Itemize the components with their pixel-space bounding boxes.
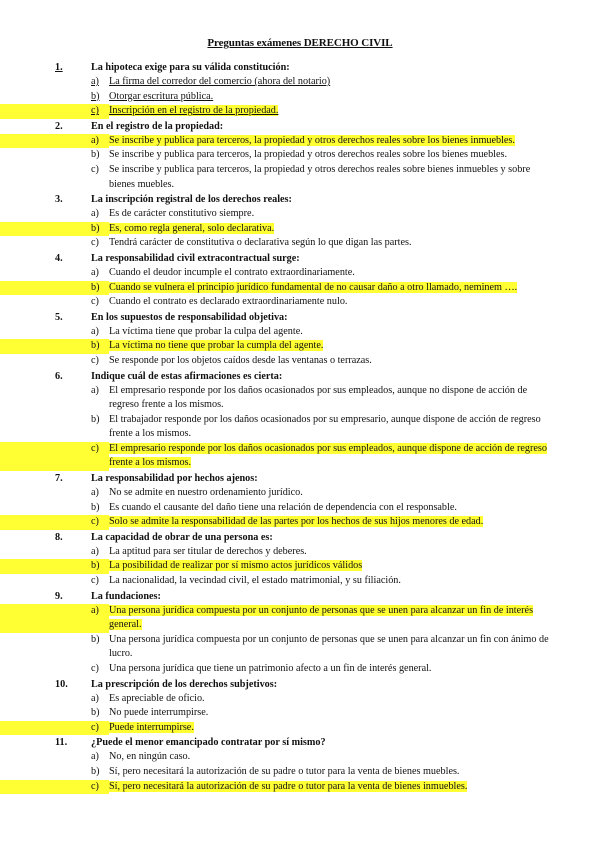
option-letter: a) — [91, 692, 99, 704]
option-text: Se inscribe y publica para terceros, la propiedad y otros derechos reales sobre los bienes muebles. — [109, 149, 508, 161]
answer-option — [0, 545, 600, 560]
option-text: Tendrá carácter de constitutiva o declarativa según lo que digan las partes. — [109, 237, 412, 249]
question-text: La inscripción registral de los derechos reales: — [91, 194, 292, 206]
answer-option — [0, 266, 600, 281]
question-6 — [0, 369, 600, 472]
question-number: 2. — [55, 120, 63, 132]
option-text: La firma del corredor del comercio (ahora del notario) — [109, 76, 331, 87]
option-text: Es apreciable de oficio. — [109, 692, 205, 704]
question-11 — [0, 735, 600, 794]
option-letter: a) — [91, 325, 99, 337]
option-letter: b) — [0, 559, 109, 574]
question-number: 10. — [55, 678, 68, 690]
question-heading — [0, 369, 600, 384]
answer-option — [0, 604, 600, 633]
option-letter: b) — [91, 90, 100, 102]
option-letter: c) — [0, 442, 109, 471]
answer-option — [0, 413, 600, 442]
question-number: 7. — [55, 473, 63, 485]
question-5 — [0, 310, 600, 369]
answer-option — [0, 486, 600, 501]
answer-option — [0, 501, 600, 516]
option-text: No se admite en nuestro ordenamiento jurídico. — [109, 487, 303, 499]
option-letter: c) — [91, 163, 99, 175]
option-letter: a) — [0, 134, 109, 149]
answer-option — [0, 207, 600, 222]
answer-option — [0, 75, 600, 90]
question-text: En el registro de la propiedad: — [91, 120, 224, 132]
option-text: El empresario responde por los daños ocasionados por sus empleados, aunque dispone de acción de regreso frente a los mismos. — [109, 442, 547, 469]
answer-option — [0, 633, 600, 662]
question-text: ¿Puede el menor emancipado contratar por sí mismo? — [91, 737, 326, 749]
option-letter: c) — [0, 721, 109, 736]
option-letter: c) — [91, 663, 99, 674]
option-letter: b) — [0, 222, 109, 237]
option-text: Cuando el deudor incumple el contrato extraordinariamente. — [109, 266, 355, 278]
question-heading — [0, 530, 600, 545]
answer-option — [0, 515, 600, 530]
question-text: La responsabilidad civil extracontractual surge: — [91, 252, 300, 264]
option-text: No, en ningún caso. — [109, 751, 191, 763]
option-letter: c) — [0, 780, 109, 795]
option-letter: a) — [91, 384, 99, 396]
answer-option — [0, 442, 600, 471]
question-heading — [0, 310, 600, 325]
question-text: La capacidad de obrar de una persona es: — [91, 531, 273, 543]
answer-option — [0, 706, 600, 721]
answer-option — [0, 90, 600, 105]
answer-option — [0, 692, 600, 707]
option-letter: a) — [0, 604, 109, 633]
question-number: 6. — [55, 370, 63, 382]
option-text: Otorgar escritura pública. — [109, 90, 214, 102]
answer-option — [0, 662, 600, 677]
question-number: 11. — [55, 737, 68, 749]
option-text: Cuando se vulnera el principio jurídico fundamental de no causar daño a otro llamado, neminem …. — [109, 281, 518, 293]
answer-option — [0, 339, 600, 354]
option-text: La aptitud para ser titular de derechos y deberes. — [109, 545, 307, 557]
option-letter: b) — [0, 281, 109, 296]
question-10 — [0, 677, 600, 736]
option-text: Cuando el contrato es declarado extraordinariamente nulo. — [109, 296, 348, 308]
answer-option — [0, 721, 600, 736]
option-letter: b) — [91, 149, 100, 161]
question-heading — [0, 192, 600, 207]
option-text: No puede interrumpirse. — [109, 707, 209, 719]
option-letter: a) — [91, 76, 99, 87]
page-title: Preguntas exámenes DERECHO CIVIL — [207, 37, 393, 49]
question-text: La hipoteca exige para su válida constitución: — [91, 62, 290, 73]
question-text: La prescripción de los derechos subjetivos: — [91, 678, 278, 690]
question-heading — [0, 677, 600, 692]
option-text: El trabajador responde por los daños ocasionados por su empresario, aunque dispone de acción de regreso frente a los mismos. — [109, 413, 541, 440]
question-8 — [0, 530, 600, 589]
option-text: Se inscribe y publica para terceros, la propiedad y otros derechos reales sobre bienes inmuebles y sobre bienes muebles. — [109, 163, 531, 190]
answer-option — [0, 281, 600, 296]
option-text: Es cuando el causante del daño tiene una relación de dependencia con el responsable. — [109, 501, 457, 513]
answer-option — [0, 104, 600, 119]
question-heading — [0, 471, 600, 486]
option-text: Sí, pero necesitará la autorización de su padre o tutor para la venta de bienes inmuebles. — [109, 780, 468, 792]
answer-option — [0, 574, 600, 589]
answer-option — [0, 750, 600, 765]
question-1 — [0, 60, 600, 119]
option-letter: a) — [91, 545, 99, 557]
option-letter: c) — [0, 515, 109, 530]
option-text: Es, como regla general, solo declarativa. — [109, 222, 275, 234]
answer-option — [0, 325, 600, 340]
question-number: 1. — [55, 62, 63, 73]
question-text: Indique cuál de estas afirmaciones es cierta: — [91, 370, 283, 382]
question-7 — [0, 471, 600, 530]
question-heading — [0, 60, 600, 75]
answer-option — [0, 384, 600, 413]
option-text: La nacionalidad, la vecindad civil, el estado matrimonial, y su filiación. — [109, 575, 401, 587]
question-number: 9. — [55, 590, 63, 602]
option-letter: a) — [91, 487, 99, 499]
question-2 — [0, 119, 600, 192]
question-number: 4. — [55, 252, 63, 264]
answer-option — [0, 163, 600, 192]
answer-option — [0, 354, 600, 369]
option-letter: c) — [91, 575, 99, 587]
question-number: 3. — [55, 194, 63, 206]
option-letter: b) — [91, 633, 100, 645]
question-list — [0, 60, 600, 794]
option-text: El empresario responde por los daños ocasionados por sus empleados, aunque no dispone de acción de regreso frente a los mismos. — [109, 384, 528, 411]
question-text: La fundaciones: — [91, 590, 161, 602]
question-9 — [0, 589, 600, 677]
question-number: 8. — [55, 531, 63, 543]
question-heading — [0, 735, 600, 750]
option-text: La víctima no tiene que probar la cumpla del agente. — [109, 340, 324, 352]
answer-option — [0, 295, 600, 310]
option-letter: b) — [91, 765, 100, 777]
question-text: La responsabilidad por hechos ajenos: — [91, 473, 258, 485]
answer-option — [0, 148, 600, 163]
option-text: La posibilidad de realizar por sí mismo actos jurídicos válidos — [109, 560, 363, 572]
answer-option — [0, 236, 600, 251]
option-letter: b) — [91, 413, 100, 425]
option-letter: a) — [91, 751, 99, 763]
answer-option — [0, 559, 600, 574]
question-heading — [0, 119, 600, 134]
option-text: Se responde por los objetos caídos desde las ventanas o terrazas. — [109, 354, 372, 366]
question-text: En los supuestos de responsabilidad objetiva: — [91, 311, 288, 323]
option-text: Solo se admite la responsabilidad de las partes por los hechos de sus hijos menores de edad. — [109, 516, 484, 528]
question-heading — [0, 251, 600, 266]
question-number: 5. — [55, 311, 63, 323]
option-text: Es de carácter constitutivo siempre. — [109, 208, 255, 220]
option-text: Una persona jurídica que tiene un patrimonio afecto a un fin de interés general. — [109, 663, 432, 674]
option-text: La víctima tiene que probar la culpa del agente. — [109, 325, 303, 337]
answer-option — [0, 780, 600, 795]
option-text: Una persona jurídica compuesta por un conjunto de personas que se unen para alcanzar un fin de interés general. — [109, 604, 534, 631]
option-text: Puede interrumpirse. — [109, 721, 194, 733]
option-letter: b) — [0, 339, 109, 354]
option-letter: a) — [91, 266, 99, 278]
option-letter: b) — [91, 501, 100, 513]
answer-option — [0, 134, 600, 149]
option-letter: c) — [0, 104, 109, 119]
answer-option — [0, 222, 600, 237]
option-text: Sí, pero necesitará la autorización de su padre o tutor para la venta de bienes muebles. — [109, 765, 460, 777]
question-4 — [0, 251, 600, 310]
option-letter: c) — [91, 237, 99, 249]
question-heading — [0, 589, 600, 604]
option-text: Inscripción en el registro de la propiedad. — [109, 105, 279, 117]
option-letter: c) — [91, 296, 99, 308]
option-text: Una persona jurídica compuesta por un conjunto de personas que se unen para alcanzar un fin con ánimo de lucro. — [109, 633, 549, 660]
option-text: Se inscribe y publica para terceros, la propiedad y otros derechos reales sobre los bienes inmuebles. — [109, 134, 515, 146]
question-3 — [0, 192, 600, 251]
option-letter: a) — [91, 208, 99, 220]
answer-option — [0, 765, 600, 780]
option-letter: b) — [91, 707, 100, 719]
option-letter: c) — [91, 354, 99, 366]
